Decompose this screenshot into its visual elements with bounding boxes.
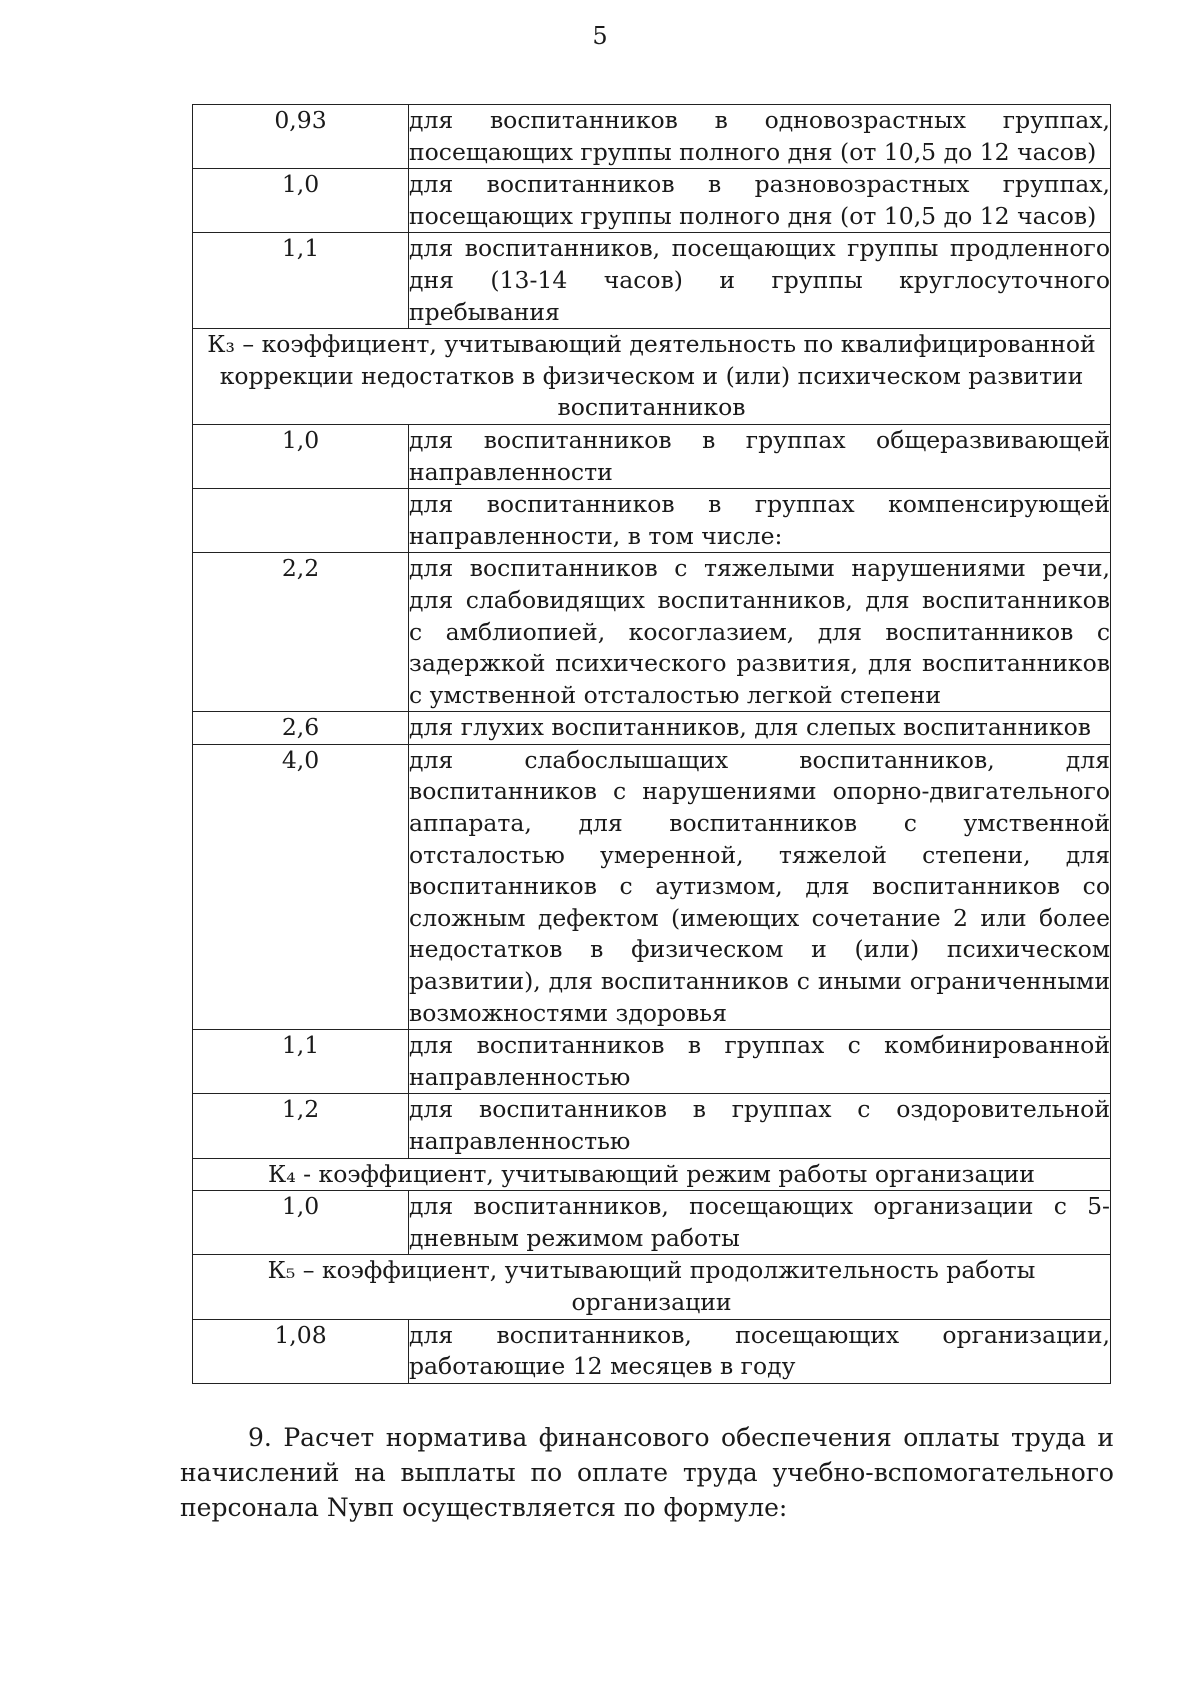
coefficient-value: 1,08 — [193, 1319, 409, 1383]
section-header-row — [193, 329, 1111, 425]
coefficient-description: для глухих воспитанников, для слепых воспитанников — [409, 712, 1111, 745]
coefficient-row — [193, 1319, 1111, 1383]
coefficient-row — [193, 489, 1111, 553]
coefficient-table-body — [193, 105, 1111, 1384]
coefficient-value: 1,0 — [193, 424, 409, 488]
coefficient-row — [193, 1191, 1111, 1255]
section-header-row — [193, 1158, 1111, 1191]
coefficient-description: для воспитанников, посещающих группы продленного дня (13-14 часов) и группы круглосуточного пребывания — [409, 233, 1111, 329]
coefficient-description: для воспитанников с тяжелыми нарушениями речи, для слабовидящих воспитанников, для воспитанников с амблиопией, косоглазием, для воспитанников с задержкой психического развития, для воспитанников с умственной отсталостью легкой степени — [409, 553, 1111, 712]
coefficient-description: для воспитанников, посещающих организации, работающие 12 месяцев в году — [409, 1319, 1111, 1383]
coefficient-row — [193, 1094, 1111, 1158]
coefficient-description: для воспитанников в группах компенсирующей направленности, в том числе: — [409, 489, 1111, 553]
coefficient-value: 2,2 — [193, 553, 409, 712]
section-header-text: К₅ – коэффициент, учитывающий продолжительность работы организации — [193, 1255, 1111, 1319]
paragraph-9 — [180, 1420, 1114, 1525]
page-number: 5 — [592, 22, 608, 50]
coefficient-description: для воспитанников, посещающих организации с 5-дневным режимом работы — [409, 1191, 1111, 1255]
coefficient-row — [193, 169, 1111, 233]
coefficient-row — [193, 424, 1111, 488]
coefficient-value: 1,2 — [193, 1094, 409, 1158]
coefficient-row — [193, 744, 1111, 1029]
coefficient-value — [193, 489, 409, 553]
coefficient-value: 0,93 — [193, 105, 409, 169]
paragraph-9-text: 9. Расчет норматива финансового обеспечения оплаты труда и начислений на выплаты по оплате труда учебно-вспомогательного персонала Nувп осуществляется по формуле: — [180, 1423, 1114, 1522]
coefficient-value: 1,1 — [193, 1030, 409, 1094]
coefficient-description: для воспитанников в группах общеразвивающей направленности — [409, 424, 1111, 488]
coefficient-description: для воспитанников в одновозрастных группах, посещающих группы полного дня (от 10,5 до 12 часов) — [409, 105, 1111, 169]
coefficient-value: 2,6 — [193, 712, 409, 745]
section-header-row — [193, 1255, 1111, 1319]
coefficient-description: для воспитанников в разновозрастных группах, посещающих группы полного дня (от 10,5 до 12 часов) — [409, 169, 1111, 233]
coefficient-row — [193, 105, 1111, 169]
coefficient-row — [193, 1030, 1111, 1094]
section-header-text: К₄ - коэффициент, учитывающий режим работы организации — [193, 1158, 1111, 1191]
coefficient-description: для воспитанников в группах с комбинированной направленностью — [409, 1030, 1111, 1094]
coefficient-value: 4,0 — [193, 744, 409, 1029]
coefficient-row — [193, 712, 1111, 745]
coefficient-value: 1,1 — [193, 233, 409, 329]
coefficient-row — [193, 553, 1111, 712]
coefficient-description: для воспитанников в группах с оздоровительной направленностью — [409, 1094, 1111, 1158]
section-header-text: К₃ – коэффициент, учитывающий деятельность по квалифицированной коррекции недостатков в физическом и (или) психическом развитии воспитанников — [193, 329, 1111, 425]
coefficient-description: для слабослышащих воспитанников, для воспитанников с нарушениями опорно-двигательного аппарата, для воспитанников с умственной отсталостью умеренной, тяжелой степени, для воспитанников с аутизмом, для воспитанников со сложным дефектом (имеющих сочетание 2 или более недостатков в физическом и (или) психическом развитии), для воспитанников с иными ограниченными возможностями здоровья — [409, 744, 1111, 1029]
coefficient-row — [193, 233, 1111, 329]
coefficient-value: 1,0 — [193, 1191, 409, 1255]
coefficient-table — [192, 104, 1111, 1384]
coefficient-value: 1,0 — [193, 169, 409, 233]
